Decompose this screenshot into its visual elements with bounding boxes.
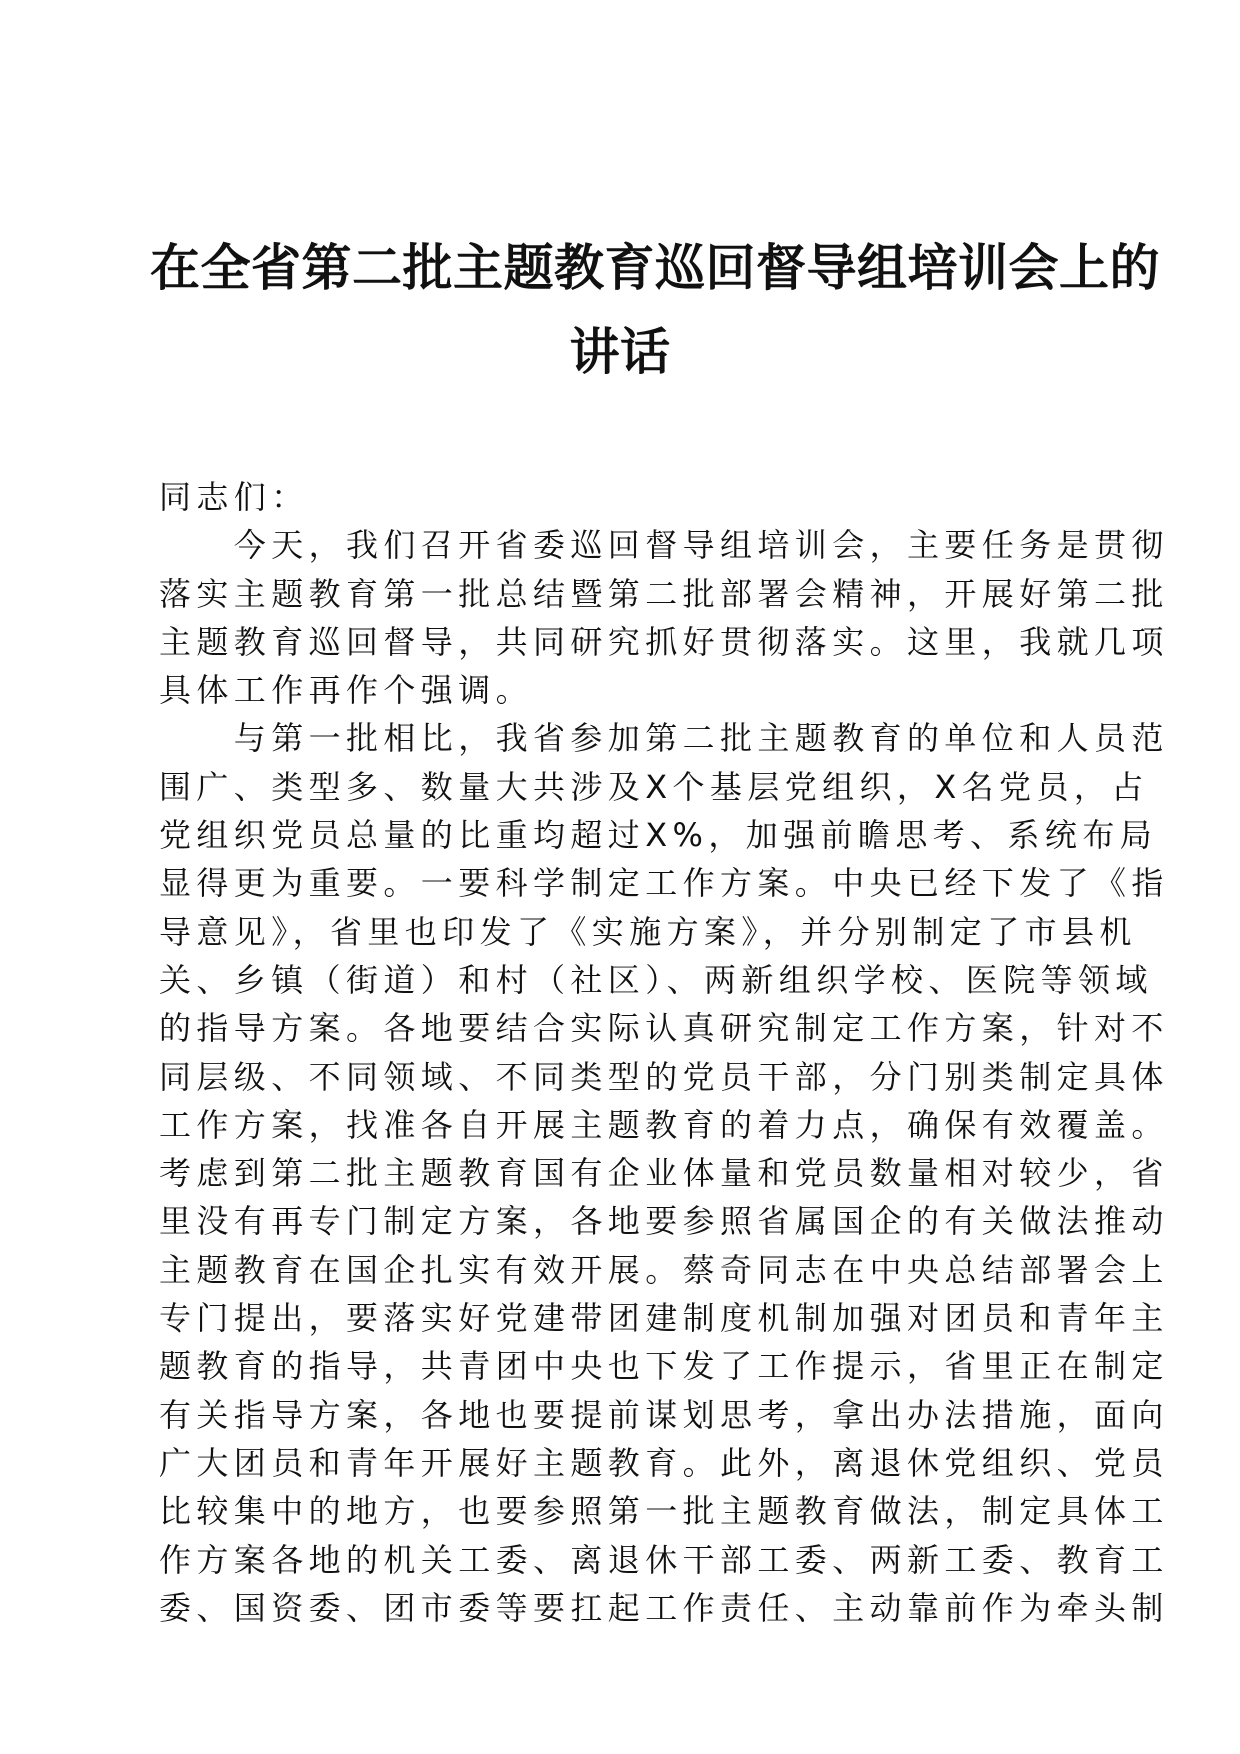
- body-line: 题教育的指导，共青团中央也下发了工作提示，省里正在制定: [159, 1347, 1169, 1386]
- body-line: 比较集中的地方，也要参照第一批主题教育做法，制定具体工: [159, 1492, 1169, 1531]
- title-line-1: 在全省第二批主题教育巡回督导组培训会上的: [150, 238, 1160, 297]
- body-line: 具体工作再作个强调。: [159, 671, 534, 710]
- body-line: 党组织党员总量的比重均超过X%，加强前瞻思考、系统布局: [159, 816, 1158, 855]
- body-line: 主题教育巡回督导，共同研究抓好贯彻落实。这里，我就几项: [159, 622, 1169, 661]
- body-line: 今天，我们召开省委巡回督导组培训会，主要任务是贯彻: [159, 526, 1169, 565]
- body-line: 专门提出，要落实好党建带团建制度机制加强对团员和青年主: [159, 1299, 1169, 1338]
- body-line: 同层级、不同领域、不同类型的党员干部，分门别类制定具体: [159, 1057, 1169, 1096]
- body-line: 关、乡镇（街道）和村（社区）、两新组织学校、医院等领域: [159, 960, 1153, 999]
- body-line: 显得更为重要。一要科学制定工作方案。中央已经下发了《指: [159, 864, 1169, 903]
- body-line: 有关指导方案，各地也要提前谋划思考，拿出办法措施，面向: [159, 1395, 1169, 1434]
- body-line: 里没有再专门制定方案，各地要参照省属国企的有关做法推动: [159, 1202, 1169, 1241]
- body-line: 围广、类型多、数量大共涉及X个基层党组织，X名党员，占: [159, 767, 1149, 806]
- document-body: [159, 473, 1169, 1632]
- document-title: [150, 226, 1160, 394]
- body-line: 主题教育在国企扎实有效开展。蔡奇同志在中央总结部署会上: [159, 1250, 1169, 1289]
- title-line-2: 讲话: [569, 322, 671, 381]
- body-line: 广大团员和青年开展好主题教育。此外，离退休党组织、党员: [159, 1443, 1169, 1482]
- body-line: 的指导方案。各地要结合实际认真研究制定工作方案，针对不: [159, 1009, 1169, 1048]
- body-line: 考虑到第二批主题教育国有企业体量和党员数量相对较少，省: [159, 1154, 1169, 1193]
- body-line: 导意见》，省里也印发了《实施方案》，并分别制定了市县机: [159, 912, 1137, 951]
- salutation: 同志们：: [159, 478, 309, 516]
- body-line: 工作方案，找准各自开展主题教育的着力点，确保有效覆盖。: [159, 1105, 1169, 1144]
- body-line: 委、国资委、团市委等要扛起工作责任、主动靠前作为牵头制: [159, 1588, 1169, 1627]
- body-line: 落实主题教育第一批总结暨第二批部署会精神，开展好第二批: [159, 574, 1169, 613]
- body-line: 作方案各地的机关工委、离退休干部工委、两新工委、教育工: [159, 1540, 1169, 1579]
- body-line: 与第一批相比，我省参加第二批主题教育的单位和人员范: [159, 719, 1169, 758]
